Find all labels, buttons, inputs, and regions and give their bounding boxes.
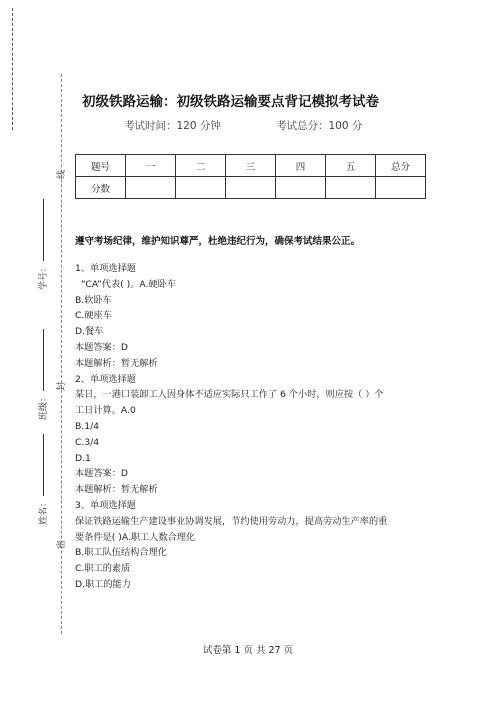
question-option: D.1 bbox=[75, 452, 91, 464]
score-table bbox=[75, 154, 426, 199]
exam-time: 考试时间：120 分钟 bbox=[124, 120, 221, 132]
score-cell bbox=[176, 177, 226, 199]
score-header-cell: 题号 bbox=[76, 155, 126, 177]
question-answer: 本题答案：D bbox=[75, 341, 129, 353]
name-label: 姓名： bbox=[39, 497, 49, 525]
score-cell bbox=[276, 177, 326, 199]
question-list bbox=[75, 261, 425, 593]
question-stem: 保证铁路运输生产建设事业协调发展，节约使用劳动力，提高劳动生产率的重 bbox=[75, 515, 388, 527]
score-header-cell: 二 bbox=[176, 155, 226, 177]
question-section: 2、单项选择题 bbox=[75, 373, 136, 385]
exam-total-score: 考试总分：100 分 bbox=[276, 120, 363, 132]
question-1 bbox=[75, 261, 425, 372]
question-stem: “CA”代表( )。A.硬卧车 bbox=[81, 278, 177, 290]
class-blank bbox=[43, 329, 44, 391]
score-row-label: 分数 bbox=[76, 177, 126, 199]
student-id-label: 学号： bbox=[39, 262, 49, 290]
question-section: 3、单项选择题 bbox=[75, 499, 136, 511]
score-table-header-row bbox=[76, 155, 426, 177]
score-header-cell: 三 bbox=[226, 155, 276, 177]
score-header-cell: 五 bbox=[326, 155, 376, 177]
question-stem: 要条件是( )A.职工人数合理化 bbox=[75, 531, 196, 543]
question-option: D.餐车 bbox=[75, 326, 104, 338]
score-cell bbox=[126, 177, 176, 199]
name-blank bbox=[43, 434, 44, 496]
class-field bbox=[36, 329, 49, 420]
question-option: B.职工队伍结构合理化 bbox=[75, 547, 167, 559]
binding-dashed-line bbox=[12, 8, 13, 130]
question-option: C.3/4 bbox=[75, 436, 100, 448]
question-3 bbox=[75, 498, 425, 593]
score-cell bbox=[326, 177, 376, 199]
seal-mark-mid: 封 bbox=[57, 381, 68, 392]
class-label: 班级： bbox=[39, 392, 49, 420]
seal-mark-bottom: 密 bbox=[57, 539, 68, 550]
score-cell bbox=[376, 177, 426, 199]
question-section: 1、单项选择题 bbox=[75, 263, 136, 274]
question-option: D.职工的能力 bbox=[75, 578, 131, 590]
score-header-cell: 总分 bbox=[376, 155, 426, 177]
exam-notice: 遵守考场纪律，维护知识尊严，杜绝违纪行为，确保考试结果公正。 bbox=[75, 236, 361, 247]
question-option: C.硬座车 bbox=[75, 310, 112, 322]
page-footer: 试卷第 1 页 共 27 页 bbox=[202, 645, 294, 656]
page-title: 初级铁路运输：初级铁路运输要点背记模拟考试卷 bbox=[82, 94, 379, 110]
score-cell bbox=[226, 177, 276, 199]
seal-mark-top: 线 bbox=[57, 169, 68, 180]
score-header-cell: 四 bbox=[276, 155, 326, 177]
seal-gutter-line bbox=[61, 74, 62, 634]
question-stem: 工日计算。A.0 bbox=[75, 405, 136, 417]
question-option: C.职工的素质 bbox=[75, 563, 131, 575]
question-2 bbox=[75, 372, 425, 498]
score-header-cell: 一 bbox=[126, 155, 176, 177]
question-option: B.软卧车 bbox=[75, 294, 112, 306]
question-analysis: 本题解析：暂无解析 bbox=[75, 357, 158, 369]
student-id-blank bbox=[43, 199, 44, 261]
question-answer: 本题答案：D bbox=[75, 468, 129, 480]
name-field bbox=[36, 434, 49, 525]
question-stem: 某日，一港口装卸工人因身体不适应实际只工作了 6 个小时，则应按（ ）个 bbox=[75, 389, 384, 401]
question-analysis: 本题解析：暂无解析 bbox=[75, 484, 158, 496]
question-option: B.1/4 bbox=[75, 420, 100, 432]
student-id-field bbox=[36, 199, 49, 290]
score-table-score-row bbox=[76, 177, 426, 199]
